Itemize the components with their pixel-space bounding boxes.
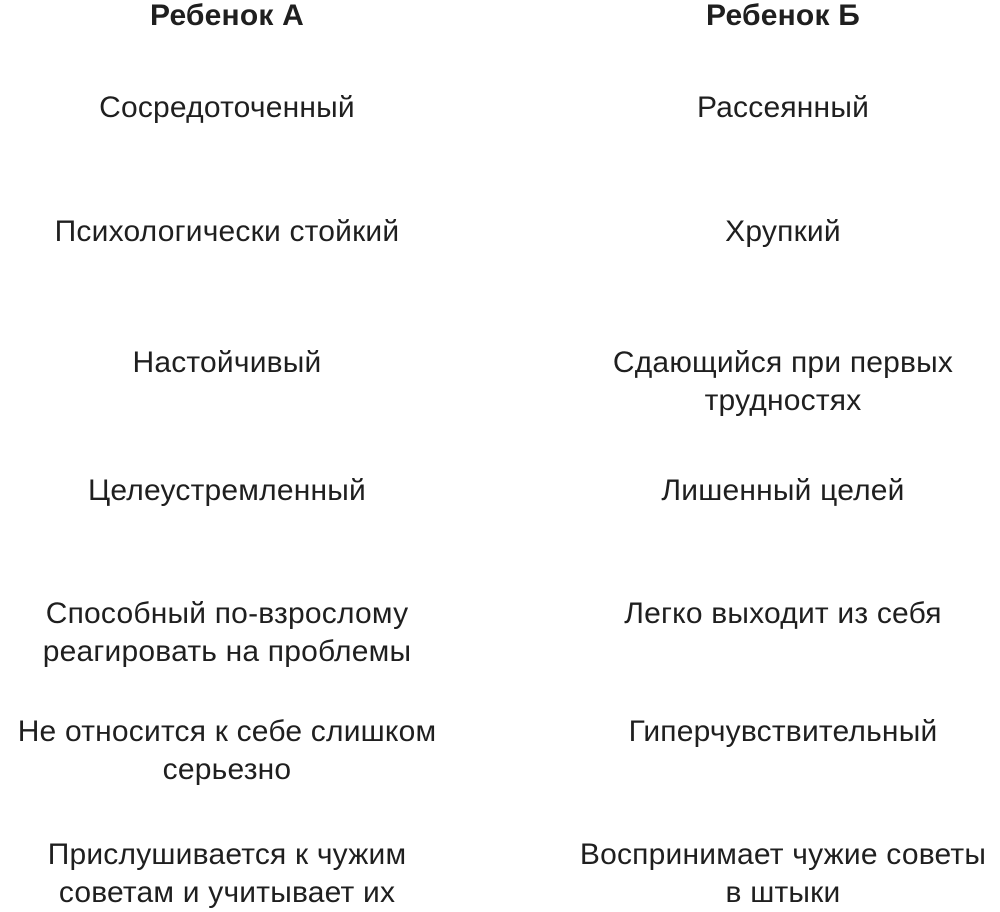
- trait-b-loses-temper: Легко выходит из себя: [624, 597, 942, 630]
- trait-b-rejects-advice: Воспринимает чужие советы в штыки: [579, 838, 987, 909]
- trait-a-not-too-serious: Не относится к себе слишком серьезно: [17, 715, 437, 786]
- trait-a-mature-response: Способный по-взрослому реагировать на проблемы: [42, 597, 412, 668]
- trait-a-persistent: Настойчивый: [132, 346, 322, 379]
- trait-b-aimless: Лишенный целей: [661, 474, 905, 507]
- trait-a-listens-to-advice: Прислушивается к чужим советам и учитывает их: [47, 838, 407, 909]
- trait-b-hypersensitive: Гиперчувствительный: [628, 715, 938, 748]
- trait-b-distracted: Рассеянный: [696, 91, 870, 124]
- trait-b-gives-up: Сдающийся при первых трудностях: [612, 346, 954, 417]
- trait-a-goal-oriented: Целеустремленный: [88, 474, 366, 507]
- trait-a-resilient: Психологически стойкий: [54, 215, 400, 248]
- heading-child-a: Ребенок А: [149, 0, 305, 32]
- column-child-b: [548, 0, 1000, 910]
- heading-child-b: Ребенок Б: [706, 0, 860, 32]
- trait-a-focused: Сосредоточенный: [99, 91, 355, 124]
- trait-b-fragile: Хрупкий: [725, 215, 841, 248]
- column-child-a: [0, 0, 462, 910]
